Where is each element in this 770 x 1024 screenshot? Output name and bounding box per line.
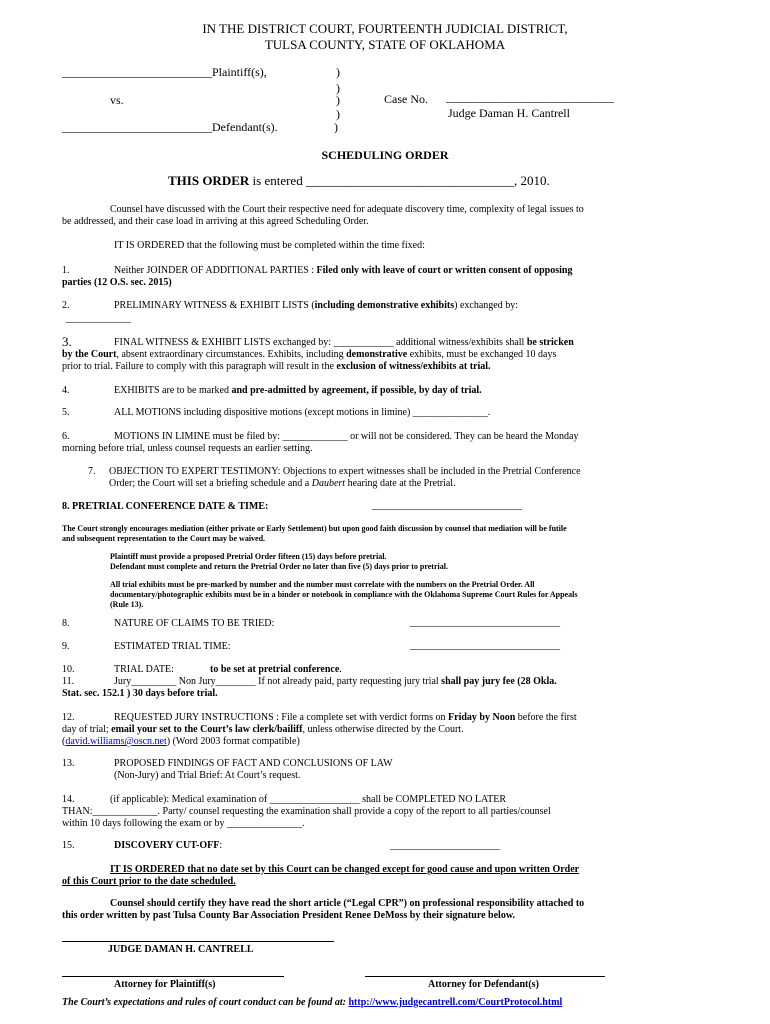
item-11-a: Jury_________ Non Jury________ If not already paid, party requesting jury trial [114,676,442,687]
item-3-line3 [62,361,491,373]
defendant-attorney-label: Attorney for Defendant(s) [428,979,539,990]
intro-line2: be addressed, and their case load in arriving at this agreed Scheduling Order. [62,216,369,227]
item-number: 9. [62,641,70,652]
judge-signature-label: JUDGE DAMAN H. CANTRELL [108,944,254,955]
order-entered-rest: is entered ________________________________, 2010. [249,173,550,188]
mediation-line1: The Court strongly encourages mediation (either private or Early Settlement) but upon good faith discussion by counsel that mediation will be futile [62,524,567,533]
item-4-a: EXHIBITS are to be marked [114,385,232,396]
plaintiff-attorney-label: Attorney for Plaintiff(s) [114,979,216,990]
item-7-d: hearing date at the Pretrial. [345,478,456,489]
caption-paren: ) [336,81,340,95]
item-10-c: . [339,664,342,675]
exhibit-note1: All trial exhibits must be pre-marked by number and the number must correlate with the numbers on the Pretrial Order. All [110,580,535,589]
case-no-blank: ____________________________ [446,90,614,104]
item-3-h: exclusion of witness/exhibits at trial. [336,361,491,372]
item-14-c: within 10 days following the exam or by _______________. [62,818,305,829]
item-15-a: DISCOVERY CUT-OFF [114,840,220,851]
item-2-blank: _____________ [66,313,131,324]
item-12-e: email your set to the Court’s law clerk/bailiff [111,724,303,735]
item-7-b: Order; the Court will set a briefing schedule and a [109,478,312,489]
plaintiff-signature-line [62,976,284,977]
item-2-text [114,300,518,312]
item-10-text: TRIAL DATE: [114,664,174,675]
item-number: 15. [62,840,75,851]
versus-label: vs. [110,93,124,107]
item-15-b: : [219,840,223,851]
caption-paren: ) [336,107,340,121]
item-12-line3 [62,736,300,748]
item-12-line1 [114,712,577,724]
pretrial-blank: ______________________________ [372,500,522,511]
item-number: 1. [62,265,70,276]
ordered-line: IT IS ORDERED that the following must be completed within the time fixed: [114,240,425,251]
item-14-a: (if applicable): Medical examination of __________________ shall be COMPLETED NO LATER [110,794,507,805]
item-15-text [114,840,222,852]
item-1-a: Neither JOINDER OF ADDITIONAL PARTIES : [114,265,317,276]
intro-line1: Counsel have discussed with the Court their respective need for adequate discovery time, complexity of legal issues to [110,204,584,215]
item-15-blank: ______________________ [390,840,500,851]
certify-line1: Counsel should certify they have read the short article (“Legal CPR”) on professional responsibility attached to [110,898,585,909]
item-4-text [114,385,482,397]
closing-order-line2: of this Court prior to the date scheduled. [62,876,236,887]
court-protocol-link[interactable]: http://www.judgecantrell.com/CourtProtocol.html [348,997,563,1008]
certify-line2: this order written by past Tulsa County Bar Association President Renee DeMoss by their signature below. [62,910,515,921]
item-3-e: demonstrative [346,349,408,360]
item-8-blank: ______________________________ [410,617,560,628]
item-3-g: prior to trial. Failure to comply with this paragraph will result in the [62,361,337,372]
item-4-b: and pre-admitted by agreement, if possible, by day of trial. [231,385,482,396]
item-number: 3. [62,334,72,349]
item-number: 6. [62,431,70,442]
item-number: 10. [62,664,75,675]
item-2-b: including demonstrative exhibits [314,300,455,311]
item-3-a: FINAL WITNESS & EXHIBIT LISTS exchanged by: ____________ additional witness/exhibits shall [114,337,527,348]
item-13-a: PROPOSED FINDINGS OF FACT AND CONCLUSIONS OF LAW [114,758,393,769]
case-no-label: Case No. [384,92,428,106]
clerk-email-link[interactable]: david.williams@oscn.net [65,736,167,747]
order-entered-line [168,174,550,189]
plaintiff-line: _________________________Plaintiff(s), [62,65,267,79]
item-number: 14. [62,794,75,805]
caption-paren: ) [336,93,340,107]
item-1-c: parties (12 O.S. sec. 2015) [62,277,172,288]
item-6-a: MOTIONS IN LIMINE must be filed by: _____________ or will not be considered. They can be heard the Monday [114,431,579,442]
mediation-line2: and subsequent representation to the Court may be waived. [62,534,266,543]
item-7-c: Daubert [311,478,346,489]
item-number: 4. [62,385,70,396]
page-title: SCHEDULING ORDER [321,148,449,162]
item-12-g: ( [62,736,66,747]
item-12-h: ) (Word 2003 format compatible) [166,736,300,747]
item-12-line2 [62,724,464,736]
order-entered-bold: THIS ORDER [168,173,250,188]
item-number: 2. [62,300,70,311]
item-9-text: ESTIMATED TRIAL TIME: [114,641,231,652]
item-11-b: shall pay jury fee (28 Okla. [441,676,557,687]
pretrial-note1: Plaintiff must provide a proposed Pretrial Order fifteen (15) days before pretrial. [110,552,387,561]
item-number: 8. [62,618,70,629]
item-3-b: be stricken [526,337,574,348]
item-5-text: ALL MOTIONS including dispositive motions (except motions in limine) _______________. [114,407,491,418]
item-number: 12. [62,712,75,723]
judge-caption: Judge Daman H. Cantrell [448,106,570,120]
item-12-c: before the first [515,712,577,723]
pretrial-heading: 8. PRETRIAL CONFERENCE DATE & TIME: [62,501,269,512]
item-10-b-wrap [210,664,342,676]
caption-paren: ) [336,65,340,79]
item-number: 7. [88,466,96,477]
item-6-b: morning before trial, unless counsel requests an earlier setting. [62,443,313,454]
exhibit-note2: documentary/photographic exhibits must be in a binder or notebook in compliance with the Oklahoma Supreme Court Rules for Appeals [110,590,578,599]
item-12-b: Friday by Noon [448,712,516,723]
item-13-b: (Non-Jury) and Trial Brief: At Court’s request. [114,770,301,781]
footer-text: The Court’s expectations and rules of court conduct can be found at: [62,997,349,1008]
item-11-line1 [114,676,557,688]
footer-line [62,997,562,1009]
defendant-signature-line [365,976,605,977]
item-number: 5. [62,407,70,418]
item-8-text: NATURE OF CLAIMS TO BE TRIED: [114,618,275,629]
caption-paren: ) [334,120,338,134]
item-1-b: Filed only with leave of court or written consent of opposing [316,265,573,276]
item-3-line2 [62,349,556,361]
item-7-line2 [109,478,456,490]
item-3-d: , absent extraordinary circumstances. Exhibits, including [116,349,347,360]
item-number: 11. [62,676,75,687]
item-number: 13. [62,758,75,769]
item-1-text [114,265,572,277]
item-3-line1 [114,337,574,349]
closing-order-line1: IT IS ORDERED that no date set by this Court can be changed except for good cause and upon written Order [110,864,580,875]
item-12-d: day of trial; [62,724,112,735]
item-7-a: OBJECTION TO EXPERT TESTIMONY: Objections to expert witnesses shall be included in the Pretrial Conference [109,466,581,477]
pretrial-note2: Defendant must complete and return the Pretrial Order no later than five (5) days prior to pretrial. [110,562,448,571]
exhibit-note3: (Rule 13). [110,600,144,609]
judge-signature-line [62,941,334,942]
court-name-line1: IN THE DISTRICT COURT, FOURTEENTH JUDICIAL DISTRICT, [202,21,568,36]
item-12-a: REQUESTED JURY INSTRUCTIONS : File a complete set with verdict forms on [114,712,449,723]
defendant-line: _________________________Defendant(s). [62,120,278,134]
item-14-b: THAN:_____________. Party/ counsel requesting the examination shall provide a copy of the report to all parties/counsel [62,806,551,817]
item-2-c: ) exchanged by: [454,300,518,311]
court-name-line2: TULSA COUNTY, STATE OF OKLAHOMA [264,37,506,52]
item-3-f: exhibits, must be exchanged 10 days [407,349,557,360]
item-3-c: by the Court [62,349,117,360]
item-11-c: Stat. sec. 152.1 ) 30 days before trial. [62,688,218,699]
item-10-b: to be set at pretrial conference [210,664,340,675]
item-9-blank: ______________________________ [410,640,560,651]
item-2-a: PRELIMINARY WITNESS & EXHIBIT LISTS ( [114,300,315,311]
item-12-f: , unless otherwise directed by the Court. [302,724,464,735]
